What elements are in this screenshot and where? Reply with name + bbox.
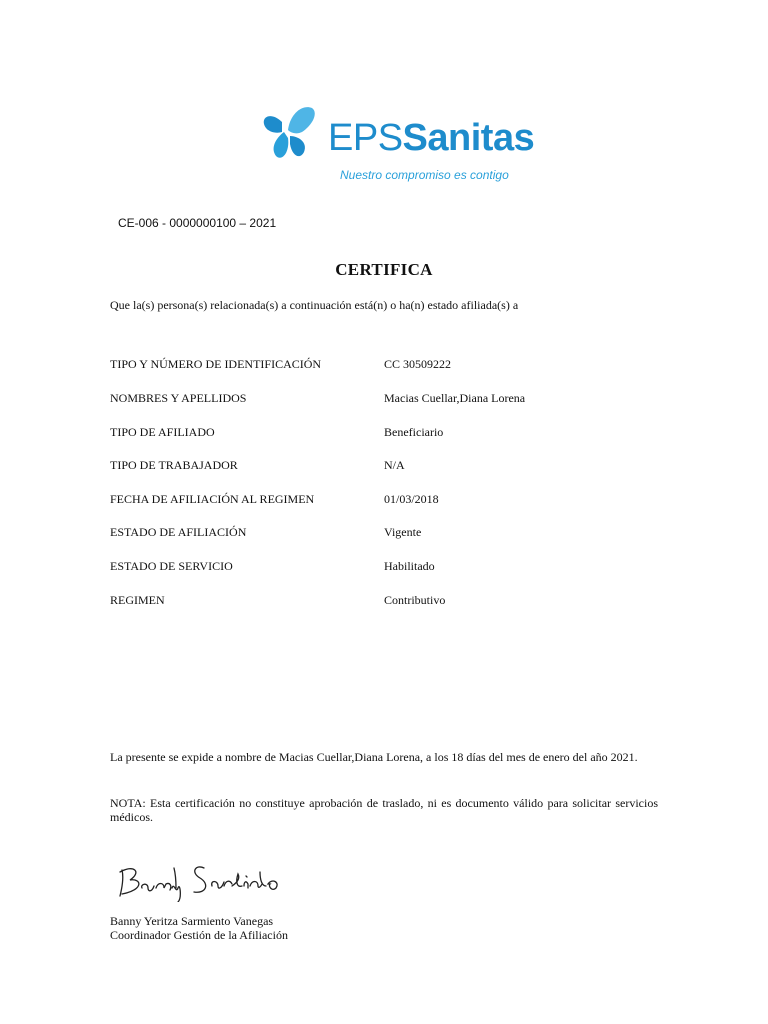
field-label-affiliation-status: ESTADO DE AFILIACIÓN [110,525,247,539]
certificate-code: CE-006 - 0000000100 – 2021 [118,216,277,230]
brand-sanitas: Sanitas [402,117,535,159]
signer-block [110,914,288,942]
field-label-regimen: REGIMEN [110,593,165,607]
field-value-affiliation-date: 01/03/2018 [384,492,439,506]
signer-role: Coordinador Gestión de la Afiliación [110,928,288,942]
field-label-worker-type: TIPO DE TRABAJADOR [110,458,238,472]
eps-sanitas-logo [258,102,535,188]
field-value-affiliate-type: Beneficiario [384,425,444,439]
brand-eps: EPS [328,117,403,159]
butterfly-logo-icon [258,102,322,166]
field-label-identification: TIPO Y NÚMERO DE IDENTIFICACIÓN [110,357,322,371]
intro-text: Que la(s) persona(s) relacionada(s) a continuación está(n) o ha(n) estado afiliada(s) a [110,298,519,312]
field-label-service-status: ESTADO DE SERVICIO [110,559,233,573]
field-value-worker-type: N/A [384,458,405,472]
field-value-service-status: Habilitado [384,559,435,573]
field-value-regimen: Contributivo [384,593,446,607]
issued-paragraph: La presente se expide a nombre de Macias Cuellar,Diana Lorena, a los 18 días del mes de enero del año 2021. [110,750,638,764]
brand-tagline: Nuestro compromiso es contigo [340,168,509,182]
note-paragraph: NOTA: Esta certificación no constituye aprobación de traslado, ni es documento válido para solicitar servicios médicos. [110,796,658,824]
handwritten-signature [112,858,288,902]
brand-wordmark [328,118,534,158]
field-label-affiliate-type: TIPO DE AFILIADO [110,425,215,439]
field-label-names: NOMBRES Y APELLIDOS [110,391,247,405]
field-value-names: Macias Cuellar,Diana Lorena [384,391,526,405]
field-value-affiliation-status: Vigente [384,525,422,539]
signer-name: Banny Yeritza Sarmiento Vanegas [110,914,274,928]
field-label-affiliation-date: FECHA DE AFILIACIÓN AL REGIMEN [110,492,315,506]
field-value-identification: CC 30509222 [384,357,452,371]
document-title: CERTIFICA [335,260,433,279]
